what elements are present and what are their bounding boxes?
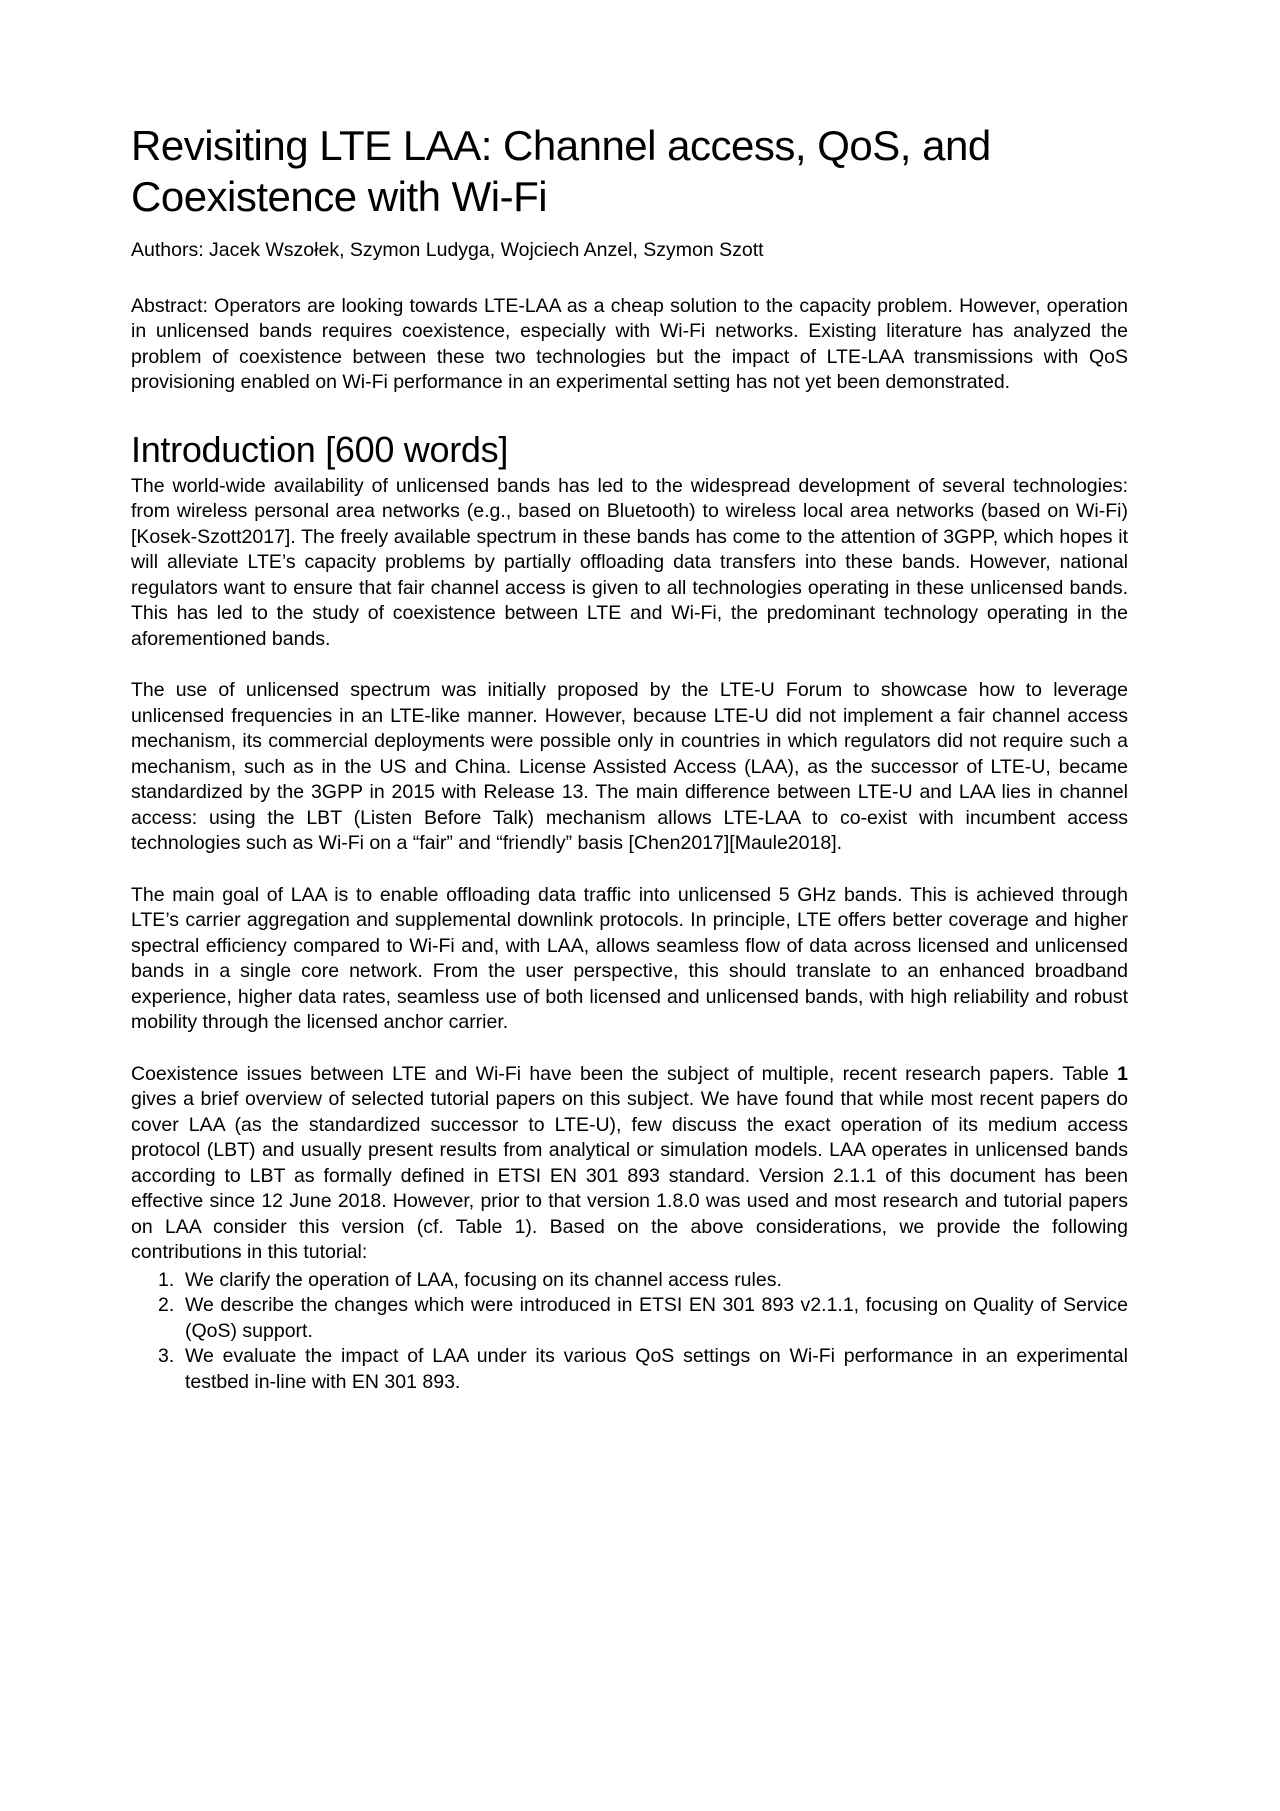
list-item [131, 1293, 1128, 1344]
abstract-paragraph: Abstract: Operators are looking towards LTE-LAA as a cheap solution to the capacity problem. However, operation in unlicensed bands requires coexistence, especially with Wi-Fi networks. Existing literature has analyzed the problem of coexistence between these two technologies but the impact of LTE-LAA transmissions with QoS provisioning enabled on Wi-Fi performance in an experimental setting has not yet been demonstrated. [131, 294, 1128, 393]
paragraph-text-after-table-ref: gives a brief overview of selected tutorial papers on this subject. We have found that while most recent papers do cover LAA (as the standardized successor to LTE-U), few discuss the exact operation of its medium access protocol (LBT) and usually present results from analytical or simulation models. LAA operates in unlicensed bands according to LBT as formally defined in ETSI EN 301 893 standard. Version 2.1.1 of this document has been effective since 12 June 2018. However, prior to that version 1.8.0 was used and most research and tutorial papers on LAA consider this version (cf. Table 1). Based on the above considerations, we provide the following contributions in this tutorial: [131, 1088, 1128, 1263]
table-1-reference: 1 [1117, 1062, 1128, 1085]
list-item-text: We describe the changes which were introduced in ETSI EN 301 893 v2.1.1, focusing on Quality of Service (QoS) support. [185, 1294, 1128, 1342]
intro-paragraph-4 [131, 1062, 1128, 1266]
contributions-list [131, 1268, 1128, 1396]
list-item [131, 1344, 1128, 1395]
list-item-text: We evaluate the impact of LAA under its various QoS settings on Wi-Fi performance in an experimental testbed in-line with EN 301 893. [185, 1345, 1128, 1393]
list-item [131, 1268, 1128, 1294]
list-item-number: 2. [158, 1294, 175, 1316]
list-item-number: 1. [158, 1268, 175, 1291]
document-title: Revisiting LTE LAA: Channel access, QoS, and Coexistence with Wi-Fi [131, 122, 991, 220]
intro-paragraph-2: The use of unlicensed spectrum was initially proposed by the LTE-U Forum to showcase how to leverage unlicensed frequencies in an LTE-like manner. However, because LTE-U did not implement a fair channel access mechanism, its commercial deployments were possible only in countries in which regulators did not require such a mechanism, such as in the US and China. License Assisted Access (LAA), as the successor of LTE-U, became standardized by the 3GPP in 2015 with Release 13. The main difference between LTE-U and LAA lies in channel access: using the LBT (Listen Before Talk) mechanism allows LTE-LAA to co-exist with incumbent access technologies such as Wi-Fi on a “fair” and “friendly” basis [Chen2017][Maule2018]. [131, 679, 1128, 854]
paragraph-text-before-table-ref: Coexistence issues between LTE and Wi-Fi have been the subject of multiple, recent research papers. Table [131, 1062, 1118, 1085]
intro-paragraph-3: The main goal of LAA is to enable offloading data traffic into unlicensed 5 GHz bands. This is achieved through LTE’s carrier aggregation and supplemental downlink protocols. In principle, LTE offers better coverage and higher spectral efficiency compared to Wi-Fi and, with LAA, allows seamless flow of data across licensed and unlicensed bands in a single core network. From the user perspective, this should translate to an enhanced broadband experience, higher data rates, seamless use of both licensed and unlicensed bands, with high reliability and robust mobility through the licensed anchor carrier. [131, 883, 1128, 1033]
list-item-number: 3. [158, 1345, 175, 1367]
section-heading-introduction: Introduction [600 words] [131, 428, 509, 470]
authors-line: Authors: Jacek Wszołek, Szymon Ludyga, Wojciech Anzel, Szymon Szott [131, 239, 764, 261]
list-item-text: We clarify the operation of LAA, focusing on its channel access rules. [185, 1268, 782, 1291]
intro-paragraph-1: The world-wide availability of unlicensed bands has led to the widespread development of several technologies: from wireless personal area networks (e.g., based on Bluetooth) to wireless local area networks (based on Wi-Fi) [Kosek-Szott2017]. The freely available spectrum in these bands has come to the attention of 3GPP, which hopes it will alleviate LTE’s capacity problems by partially offloading data transfers into these bands. However, national regulators want to ensure that fair channel access is given to all technologies operating in these unlicensed bands. This has led to the study of coexistence between LTE and Wi-Fi, the predominant technology operating in the aforementioned bands. [131, 474, 1128, 650]
